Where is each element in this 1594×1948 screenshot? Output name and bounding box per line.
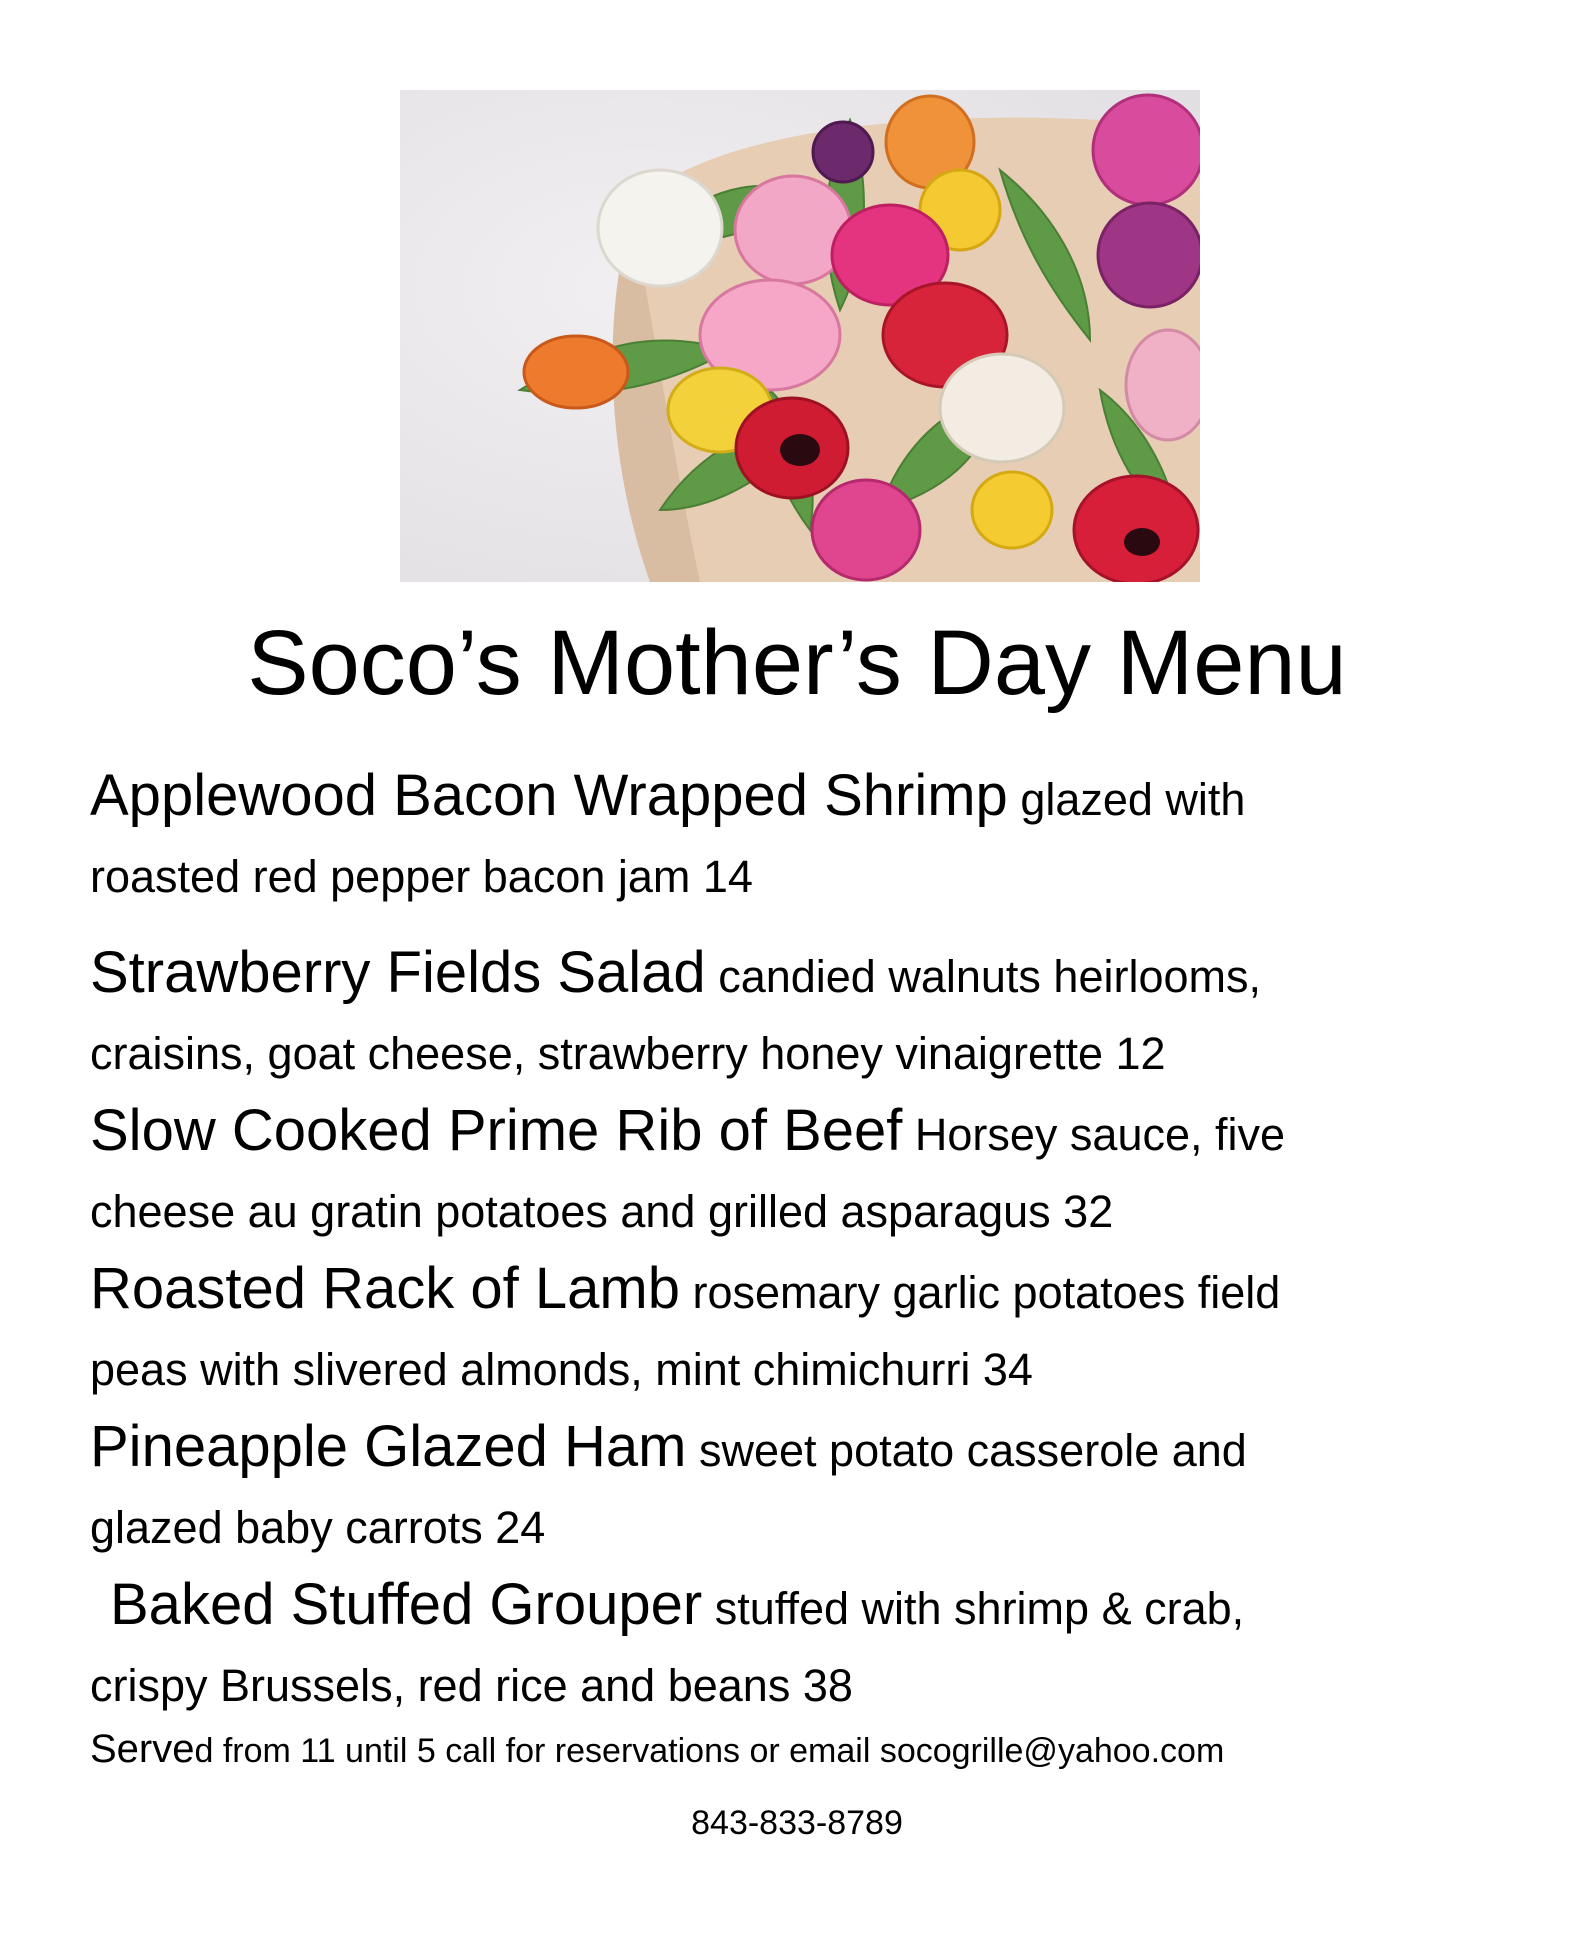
- menu-item: [90, 757, 1510, 915]
- dish-name: Slow Cooked Prime Rib of Beef: [90, 1098, 903, 1163]
- reservation-note-lead: Serve: [90, 1727, 195, 1771]
- menu-title: Soco’s Mother’s Day Menu: [247, 612, 1347, 714]
- dish-description: craisins, goat cheese, strawberry honey vinaigrette 12: [90, 1028, 1166, 1079]
- dish-description: roasted red pepper bacon jam 14: [90, 851, 753, 902]
- dish-name: Applewood Bacon Wrapped Shrimp: [90, 763, 1008, 828]
- dish-name: Baked Stuffed Grouper: [110, 1572, 703, 1637]
- dish-description: rosemary garlic potatoes field: [692, 1267, 1281, 1318]
- tulip-bouquet-photo: [400, 90, 1200, 582]
- dish-description: glazed with: [1020, 774, 1246, 825]
- dish-description: Horsey sauce, five: [914, 1109, 1286, 1160]
- dish-description: sweet potato casserole and: [698, 1425, 1247, 1476]
- reservation-note: [90, 1723, 1224, 1777]
- phone-number: 843-833-8789: [691, 1804, 903, 1842]
- menu-item: [90, 934, 1510, 1092]
- menu-item: [90, 1250, 1510, 1408]
- dish-description: crispy Brussels, red rice and beans 38: [90, 1660, 853, 1711]
- menu-item: [90, 1092, 1510, 1250]
- dish-description: peas with slivered almonds, mint chimichurri 34: [90, 1344, 1033, 1395]
- menu-list: [90, 757, 1510, 1724]
- dish-description: stuffed with shrimp & crab,: [714, 1583, 1245, 1634]
- dish-description: glazed baby carrots 24: [90, 1502, 546, 1553]
- dish-name: Roasted Rack of Lamb: [90, 1256, 680, 1321]
- menu-item: [90, 1566, 1510, 1724]
- dish-name: Strawberry Fields Salad: [90, 940, 706, 1005]
- reservation-note-text: d from 11 until 5 call for reservations or email socogrille@yahoo.com: [194, 1732, 1225, 1770]
- dish-description: cheese au gratin potatoes and grilled asparagus 32: [90, 1186, 1114, 1237]
- dish-name: Pineapple Glazed Ham: [90, 1414, 687, 1479]
- dish-description: candied walnuts heirlooms,: [718, 951, 1261, 1002]
- menu-item: [90, 1408, 1510, 1566]
